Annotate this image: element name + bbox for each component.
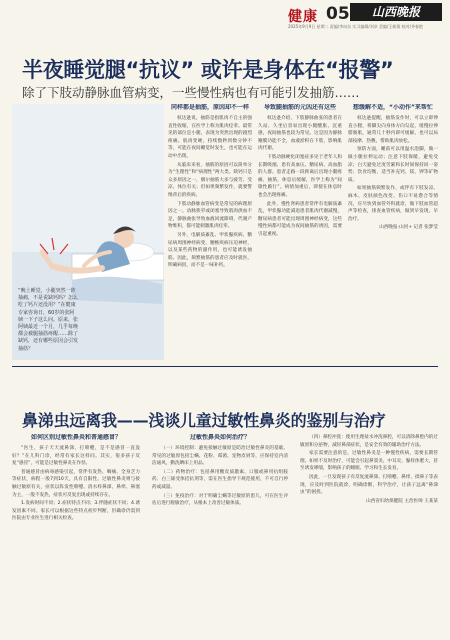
paragraph: 普通感冒由病毒感染引起，常伴有发热、咽痛、全身乏力等症状，病程一般7到10天，具有自限性。过敏性鼻炎则与接触过敏原有关，症状以阵发性喷嚏、清水样鼻涕、鼻痒、鼻塞为主，一般不发热，症状可反复出现或持续存在。 [12,469,140,498]
paragraph: 权达逊介绍，下肢静脉曲张的患者在久站、久坐后容易出现小腿酸胀、沉重感，夜间抽筋也较为常见。这是因为静脉瓣膜功能不全，血液淤积在下肢，影响肌肉代谢。 [258,116,342,152]
paragraph: （四）鼻腔冲洗：使用生理盐水冲洗鼻腔，可以清除鼻腔内的过敏原和分泌物，减轻鼻部症状，是安全有效的辅助治疗方法。 [300,435,438,448]
paragraph: 权达逊提醒，抽筋发作时，可以立即伸直小腿，将脚尖向身体方向勾起，缓慢拉伸腓肠肌，通常几十秒内即可缓解。也可以局部按摩、热敷，帮助肌肉放松。 [348,116,438,144]
paragraph: 家长需要注意的是，过敏性鼻炎是一种慢性疾病，需要长期管理。如果不及时治疗，可能会引起鼻窦炎、中耳炎、腺样体肥大，甚至诱发哮喘，影响孩子的睡眠、学习和生长发育。 [300,451,438,472]
paragraph: 从临床来看，抽筋的原因可以简单分为“生理性”和“病理性”两大类。缺钙只是众多原因之一，偶尔抽筋大多与疲劳、受凉、体位有关；但如果频繁发作，就要警惕背后的疾病。 [168,162,252,198]
article1-headline: 半夜睡觉腿“抗议” 或许是身体在“报警” [22,58,394,82]
paragraph: （二）药物治疗：包括鼻用糖皮质激素、口服或鼻用抗组胺药、白三烯受体拮抗剂等，需在医生指导下规范使用，不可自行停药或减量。 [152,469,288,490]
illustration [12,104,164,360]
paragraph: 下肢动静脉血管病变是常见的病理原因之一。动脉狭窄或闭塞导致肌肉供血不足，静脉曲张导致血液回流障碍，代谢产物堆积，都可能刺激肌肉痉挛。 [168,201,252,230]
paragraph: 如果抽筋频繁发作，或伴有下肢发凉、麻木、皮肤颜色改变、伤口不易愈合等情况，应尽快到血管外科就诊，做下肢血管超声等检查，排查血管疾病，做到早发现、早治疗。 [348,186,438,222]
paragraph: （三）免疫治疗：对于明确尘螨等过敏原的患儿，可在医生评估后进行脱敏治疗，从根本上改善过敏体质。 [152,493,288,507]
section-name: 健康 [288,9,318,25]
paragraph: 预防方面，睡前可以用温水泡脚，做一做小腿拉伸运动；注意下肢保暖，避免受凉；白天避免过度劳累和长时间保持同一姿势；饮食均衡，适当补充钙、镁、钾等矿物质。 [348,147,438,183]
article1-subhead: 除了下肢动静脉血管病变，一些慢性病也有可能引发抽筋…… [22,85,360,100]
column-heading: 导致腿抽筋的元凶还有这些 [263,104,336,111]
article1-column-3 [348,104,438,360]
page-number: 05 [326,4,350,24]
column-heading: 想缓解不适，“小动作”来帮忙 [353,104,433,111]
paragraph: 下肢动脉硬化闭塞症多见于老年人和长期吸烟、患有高血压、糖尿病、高血脂的人群。患者走路一段距离后出现小腿疼痛、抽筋，休息后缓解，医学上称为“间歇性跛行”。病情加重后，即使在休息时也会出现疼痛。 [258,154,342,198]
newspaper-logo: 山西晚报 [350,3,442,21]
article2-column-1 [12,434,140,634]
paragraph: 1.发病时间不同；2.症状特点不同；3.伴随症状不同；4.诱发因素不同。家长可以根据这些特点初步判断，但确诊仍需到医院由专业医生进行相关检查。 [12,501,140,522]
article1-column-1 [168,104,252,360]
article2-byline: 山西省妇幼保健院 主治医师 王某某 [366,498,438,504]
article2-column-3 [300,434,438,634]
paragraph: 此外，慢性肾病患者常伴有电解质紊乱，甲状腺功能减退患者肌肉代谢减慢，糖尿病患者可能出现周围神经病变，这些慢性病都可能成为夜间抽筋的诱因，需要引起重视。 [258,201,342,237]
paragraph: “医生，孩子天天流鼻涕、打喷嚏，是不是感冒一直没好？”在儿科门诊，经常有家长这样问。其实，很多孩子反复“感冒”，可能是过敏性鼻炎在作怪。 [12,446,140,467]
paragraph: 因此，一旦发现孩子有反复流鼻涕、打喷嚏、鼻痒、揉鼻子等表现，应及时到医院就诊，明确诊断，科学治疗，让孩子远离“鼻涕虫”的困扰。 [300,474,438,496]
paragraph: 权达逊说，抽筋是指肌肉不自主的强直性收缩，在医学上称为肌肉痉挛。最常见的部位是小腿，表现为突然出现的剧烈疼痛、肌肉变硬，持续数秒到数分钟不等，可能在夜间睡觉时发生，也可能在运动中出现。 [168,116,252,159]
article1-column-2 [258,104,342,360]
column-heading: 过敏性鼻炎如何治疗？ [189,434,250,441]
column-heading: 如何区别过敏性鼻炎和普通感冒？ [30,434,121,441]
illustration-caption: “晚上睡觉，小腿突然一阵抽痛，不是说缺钙吗？怎么吃了钙片还没用？”在健康专家咨询日，60岁的张阿姨一下子这么问。原来，张阿姨最近一个月，几乎每晚都会被腿抽筋疼醒……除了缺钙，还有哪些原因会引发抽筋？ [18,288,79,352]
page-header [0,0,450,32]
column-heading: 同样都是抽筋，原因却不一样 [170,104,249,111]
header-info-line: 2025年9月9日 星期二 责编/李向东 实习编辑/刘卓 美编/王新翔 校对/齐春艳 [288,24,424,29]
article1-byline: 山西晚报·山河+ 记者 张梦莹 [379,225,438,231]
paragraph: （一）环境控制：避免接触过敏原是防治过敏性鼻炎的基础。常见的过敏原包括尘螨、花粉、霉菌、宠物皮屑等，应保持室内清洁通风，勤洗晒床上用品。 [152,446,288,467]
article2-headline: 鼻涕虫远离我——浅谈儿童过敏性鼻炎的鉴别与治疗 [22,411,386,430]
section-divider [12,366,438,367]
paragraph: 另外，电解质紊乱、甲状腺疾病、糖尿病周围神经病变、腰椎疾病压迫神经，以及某些药物的副作用，也可能诱发抽筋。因此，频繁抽筋的患者应及时就医，明确病因，而不是一味补钙。 [168,232,252,269]
article2-column-2 [152,434,288,634]
